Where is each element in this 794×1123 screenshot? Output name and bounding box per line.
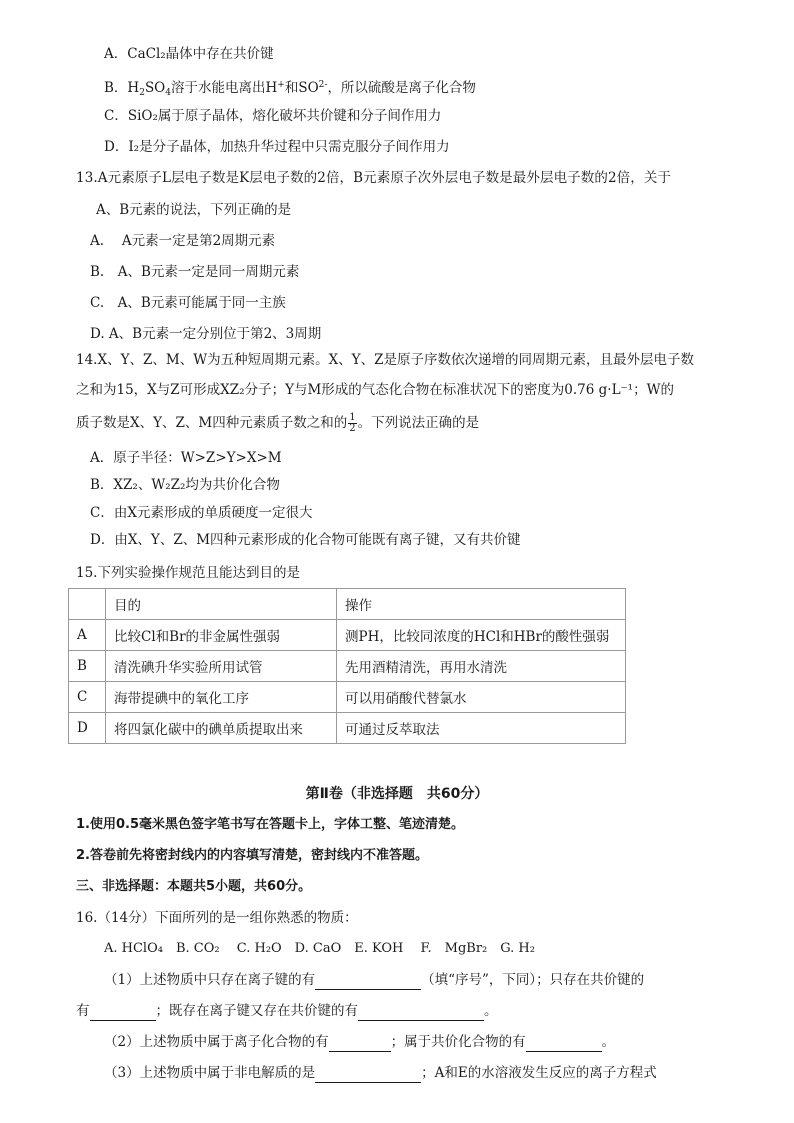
part2-note-1: 1.使用0.5毫米黑色签字笔书写在答题卡上，字体工整、笔迹清楚。 (76, 817, 465, 832)
one-half-fraction: $\frac{1}{2}$ (349, 412, 356, 434)
table-cell: 清洗碘升华实验所用试管 (106, 651, 337, 682)
table-header-row (69, 589, 626, 620)
q12-option-d: D．I₂是分子晶体，加热升华过程中只需克服分子间作用力 (104, 139, 450, 155)
answer-blank[interactable] (315, 975, 421, 990)
q16-part3: （3）上述物质中属于非电解质的是 ；A和E的水溶液发生反应的离子方程式 (104, 1065, 657, 1081)
table-cell: 海带提碘中的氧化工序 (106, 682, 337, 713)
q16-stem: 16.（14分）下面所列的是一组你熟悉的物质： (76, 910, 358, 926)
answer-blank[interactable] (329, 1037, 391, 1052)
q14-option-a: A．原子半径：W>Z>Y>X>M (90, 450, 282, 466)
table-cell: 先用酒精清洗，再用水清洗 (337, 651, 626, 682)
q16-substances: A. HClO₄ B. CO₂ C. H₂O D. CaO E. KOH F. MgBr₂ G. H₂ (104, 941, 535, 956)
answer-blank[interactable] (90, 1006, 156, 1021)
table-cell: 操作 (337, 589, 626, 620)
q14-option-b: B．XZ₂、W₂Z₂均为共价化合物 (90, 477, 280, 493)
q13-option-d: D. A、B元素一定分别位于第2、3周期 (90, 326, 322, 342)
q12-option-b: B．$H_2SO_4$溶于水能电离出H+和$SO^{2-}$，所以硫酸是离子化合物 (104, 80, 476, 98)
q16-part1-line2: 有 ；既存在离子键又存在共价键的有 。 (76, 1003, 498, 1019)
section-heading: 三、非选择题：本题共5小题，共60分。 (76, 879, 312, 894)
table-cell: 可通过反萃取法 (337, 713, 626, 744)
answer-blank[interactable] (315, 1068, 421, 1083)
table-row (69, 682, 626, 713)
q14-stem-line3: 质子数是X、Y、Z、M四种元素质子数之和的 $\frac{1}{2}$ 。下列说法正确的是 (76, 412, 480, 434)
answer-blank[interactable] (526, 1037, 602, 1052)
q13-stem-line1: 13.A元素原子L层电子数是K层电子数的2倍，B元素原子次外层电子数是最外层电子数的2倍，关于 (76, 170, 672, 186)
table-cell: 测PH，比较同浓度的HCl和HBr的酸性强弱 (337, 620, 626, 651)
table-row (69, 620, 626, 651)
table-cell: A (69, 620, 106, 651)
q15-table (68, 588, 626, 744)
q13-stem-line2: A、B元素的说法，下列正确的是 (96, 202, 292, 218)
table-cell: B (69, 651, 106, 682)
q15-stem: 15.下列实验操作规范且能达到目的是 (76, 565, 300, 581)
table-cell: 将四氯化碳中的碘单质提取出来 (106, 713, 337, 744)
q13-option-c: C. A、B元素可能属于同一主族 (90, 295, 286, 311)
answer-blank[interactable] (358, 1006, 484, 1021)
q14-stem-line1: 14.X、Y、Z、M、W为五种短周期元素。X、Y、Z是原子序数依次递增的同周期元素，且最外层电子数 (76, 352, 694, 368)
q14-stem-line2: 之和为15，X与Z可形成XZ₂分子；Y与M形成的气态化合物在标准状况下的密度为0.76 g·L⁻¹；W的 (76, 382, 674, 398)
q13-option-b: B. A、B元素一定是同一周期元素 (90, 264, 300, 280)
table-cell: 可以用硝酸代替氯水 (337, 682, 626, 713)
part2-title: 第Ⅱ卷（非选择题 共60分） (305, 786, 489, 802)
table-row (69, 651, 626, 682)
q12-option-c: C．SiO₂属于原子晶体，熔化破坏共价键和分子间作用力 (104, 108, 442, 124)
table-cell: D (69, 713, 106, 744)
q13-option-a: A. A元素一定是第2周期元素 (90, 233, 276, 249)
table-row (69, 713, 626, 744)
table-cell: 目的 (106, 589, 337, 620)
q16-part1-line1: （1）上述物质中只存在离子键的有 （填“序号”，下同）；只存在共价键的 (104, 972, 645, 988)
part2-note-2: 2.答卷前先将密封线内的内容填写清楚，密封线内不准答题。 (76, 848, 428, 863)
table-cell: C (69, 682, 106, 713)
table-cell (69, 589, 106, 620)
q12-option-a: A．CaCl₂晶体中存在共价键 (104, 46, 274, 62)
q16-part2: （2）上述物质中属于离子化合物的有 ；属于共价化合物的有 。 (104, 1034, 616, 1050)
q14-option-d: D．由X、Y、Z、M四种元素形成的化合物可能既有离子键，又有共价键 (90, 532, 521, 548)
table-cell: 比较Cl和Br的非金属性强弱 (106, 620, 337, 651)
q14-option-c: C．由X元素形成的单质硬度一定很大 (90, 505, 313, 521)
